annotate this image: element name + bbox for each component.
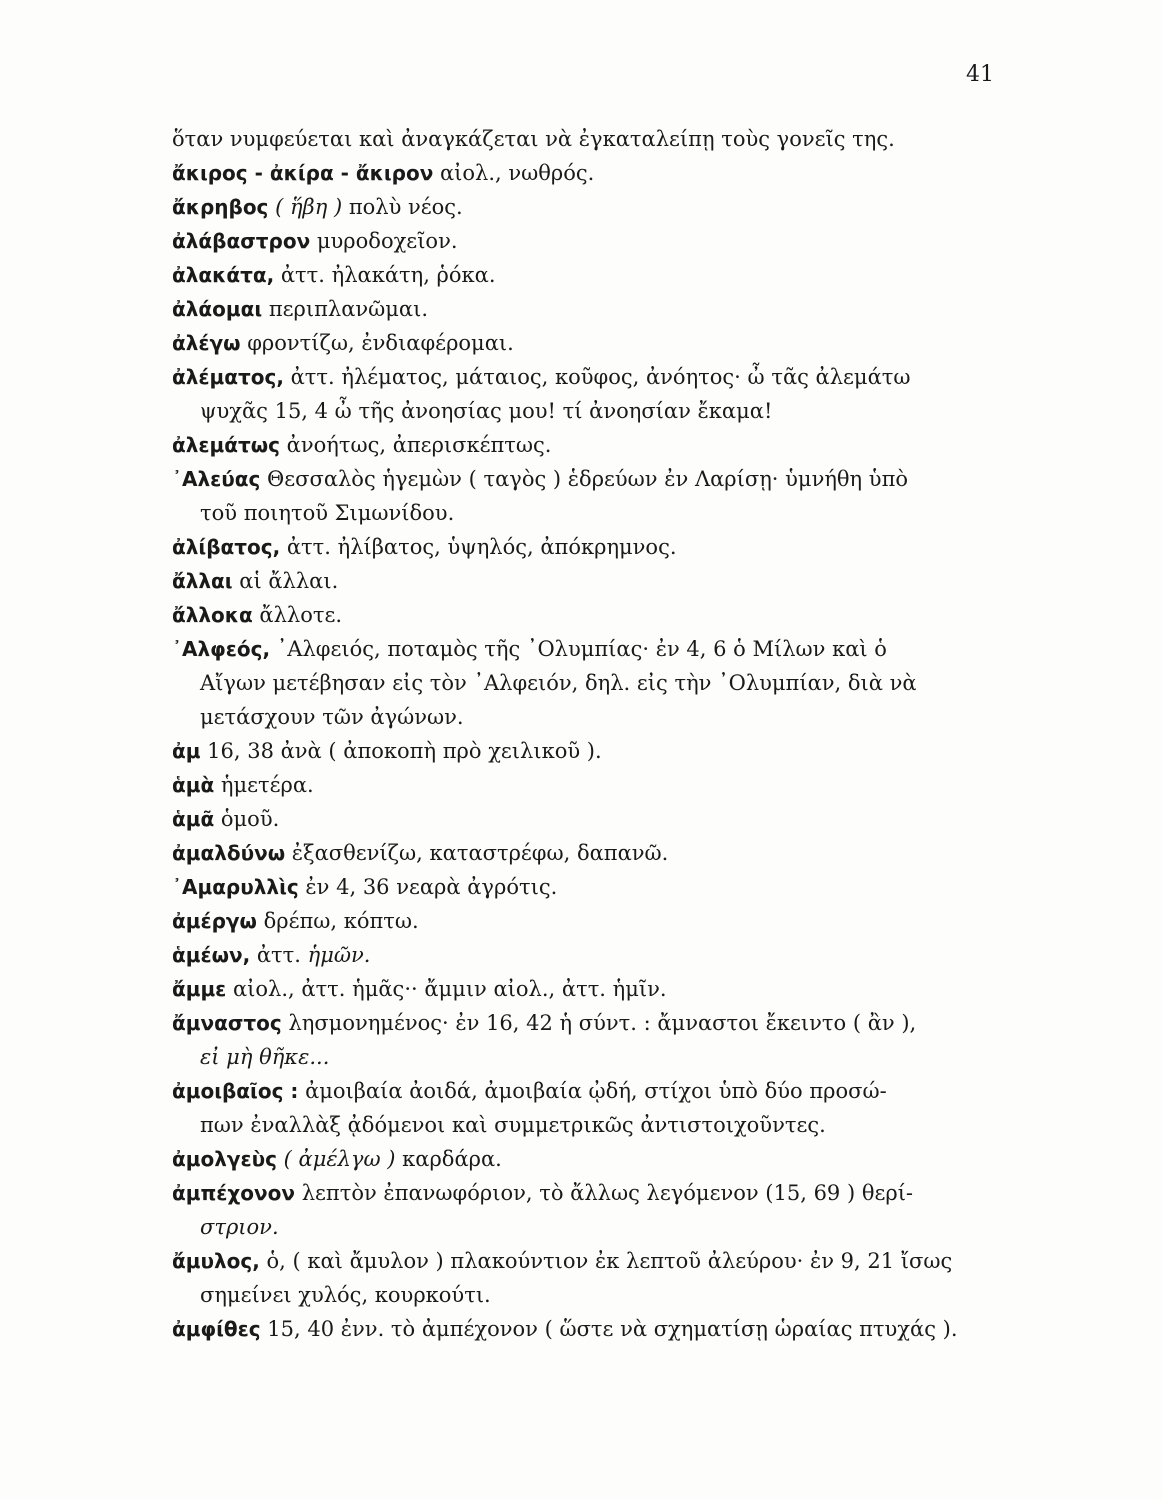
- definition-text: πων ἐναλλὰξ ᾀδόμενοι καὶ συμμετρικῶς ἀντιστοιχοῦντες.: [200, 1113, 826, 1137]
- entry-line: [172, 190, 1012, 224]
- glossary-entry: [172, 598, 1012, 632]
- glossary-entry: [172, 1006, 1012, 1074]
- glossary-entry: [172, 462, 1012, 530]
- entry-line: [172, 564, 1012, 598]
- glossary-entry: [172, 768, 1012, 802]
- glossary-entry: [172, 190, 1012, 224]
- headword: ἀμολγεὺς: [172, 1147, 277, 1171]
- headword: ἄκιρος - ἀκίρα - ἄκιρον: [172, 161, 434, 185]
- headword: ἀλίβατος,: [172, 535, 281, 559]
- glossary-entry: [172, 122, 1012, 156]
- entry-line: [172, 1244, 1012, 1278]
- glossary-entry: [172, 292, 1012, 326]
- entry-line: [172, 734, 1012, 768]
- definition-text: ὅταν νυμφεύεται καὶ ἀναγκάζεται νὰ ἐγκαταλείπῃ τοὺς γονεῖς της.: [172, 127, 895, 151]
- definition-text: λησμονημένος· ἐν 16, 42 ἡ σύντ. : ἄμναστοι ἔκειντο ( ἂν ),: [281, 1011, 917, 1035]
- definition-text: ψυχᾶς 15, 4 ὦ τῆς ἀνοησίας μου! τί ἀνοησίαν ἔκαμα!: [200, 399, 773, 423]
- italic-text: εἰ μὴ θῆκε...: [200, 1045, 330, 1069]
- definition-text: φροντίζω, ἐνδιαφέρομαι.: [240, 331, 514, 355]
- definition-text: δρέπω, κόπτω.: [256, 909, 419, 933]
- definition-text: ἀττ. ἠλίβατος, ὑψηλός, ἀπόκρημνος.: [280, 535, 677, 559]
- glossary-entry: [172, 734, 1012, 768]
- entry-line: [172, 598, 1012, 632]
- headword: ἄλλαι: [172, 569, 233, 593]
- definition-text: καρδάρα.: [395, 1147, 502, 1171]
- entry-line: [172, 972, 1012, 1006]
- page-number: 41: [966, 62, 994, 87]
- headword: ἀμ: [172, 739, 201, 763]
- definition-text: ἀνοήτως, ἀπερισκέπτως.: [280, 433, 552, 457]
- entry-continuation-line: [172, 496, 1012, 530]
- definition-text: ἀττ. ἠλέματος, μάταιος, κοῦφος, ἀνόητος· ὦ τᾶς ἀλεμάτω: [283, 365, 911, 389]
- headword: ἀμοιβαῖος :: [172, 1079, 299, 1103]
- entry-line: [172, 632, 1012, 666]
- glossary-entry: [172, 564, 1012, 598]
- headword: ἄλλοκα: [172, 603, 253, 627]
- headword: ἀμφίθες: [172, 1317, 261, 1341]
- entry-line: [172, 530, 1012, 564]
- headword: ἀλάομαι: [172, 297, 263, 321]
- definition-text: αἱ ἄλλαι.: [232, 569, 339, 593]
- entry-line: [172, 1006, 1012, 1040]
- glossary-entry: [172, 1176, 1012, 1244]
- glossary-entry: [172, 870, 1012, 904]
- entry-continuation-line: [172, 1040, 1012, 1074]
- headword: ἀλάβαστρον: [172, 229, 311, 253]
- entry-continuation-line: [172, 1278, 1012, 1312]
- definition-text: πολὺ νέος.: [342, 195, 463, 219]
- entry-continuation-line: [172, 394, 1012, 428]
- entry-line: [172, 428, 1012, 462]
- entry-line: [172, 122, 1012, 156]
- entry-continuation-line: [172, 1210, 1012, 1244]
- entry-line: [172, 224, 1012, 258]
- headword: ἁμᾶ: [172, 807, 215, 831]
- definition-text: μυροδοχεῖον.: [310, 229, 458, 253]
- glossary-entry: [172, 156, 1012, 190]
- headword: ᾿Αμαρυλλὶς: [172, 875, 299, 899]
- headword: ἄκρηβος: [172, 195, 269, 219]
- italic-text: στριον.: [200, 1215, 279, 1239]
- headword: ἀμπέχονον: [172, 1181, 296, 1205]
- italic-text: ἡμῶν.: [307, 943, 371, 967]
- entry-line: [172, 802, 1012, 836]
- definition-text: ἐν 4, 36 νεαρὰ ἀγρότις.: [298, 875, 558, 899]
- entry-line: [172, 768, 1012, 802]
- headword: ἀλακάτα,: [172, 263, 275, 287]
- definition-text: λεπτὸν ἐπανωφόριον, τὸ ἄλλως λεγόμενον (15, 69 ) θερί-: [295, 1181, 914, 1205]
- definition-text: ἀττ. ἠλακάτη, ῥόκα.: [274, 263, 496, 287]
- definition-text: τοῦ ποιητοῦ Σιμωνίδου.: [200, 501, 455, 525]
- definition-text: ἐξασθενίζω, καταστρέφω, δαπανῶ.: [285, 841, 669, 865]
- glossary-entry: [172, 1142, 1012, 1176]
- glossary-entry: [172, 632, 1012, 734]
- headword: ἀλεμάτως: [172, 433, 280, 457]
- entry-line: [172, 836, 1012, 870]
- glossary-entry: [172, 1074, 1012, 1142]
- definition-text: αἰολ., νωθρός.: [433, 161, 595, 185]
- glossary-entry: [172, 360, 1012, 428]
- definition-text: Θεσσαλὸς ἡγεμὼν ( ταγὸς ) ἑδρεύων ἐν Λαρίσῃ· ὑμνήθη ὑπὸ: [260, 467, 909, 491]
- entry-continuation-line: [172, 1108, 1012, 1142]
- entry-line: [172, 904, 1012, 938]
- definition-text: ἀττ.: [250, 943, 308, 967]
- definition-text: ὁ, ( καὶ ἄμυλον ) πλακούντιον ἐκ λεπτοῦ ἀλεύρου· ἐν 9, 21 ἴσως: [259, 1249, 953, 1273]
- definition-text: 16, 38 ἀνὰ ( ἀποκοπὴ πρὸ χειλικοῦ ).: [200, 739, 602, 763]
- glossary-entry: [172, 530, 1012, 564]
- glossary-entry: [172, 836, 1012, 870]
- headword: ἀμέργω: [172, 909, 257, 933]
- definition-text: μετάσχουν τῶν ἀγώνων.: [200, 705, 464, 729]
- definition-text: 15, 40 ἐνν. τὸ ἀμπέχονον ( ὥστε νὰ σχηματίσῃ ὡραίας πτυχάς ).: [260, 1317, 958, 1341]
- entry-line: [172, 1312, 1012, 1346]
- definition-text: Αἴγων μετέβησαν εἰς τὸν ᾿Αλφειόν, δηλ. εἰς τὴν ᾿Ολυμπίαν, διὰ νὰ: [200, 671, 917, 695]
- definition-text: ᾿Αλφειός, ποταμὸς τῆς ᾿Ολυμπίας· ἐν 4, 6 ὁ Μίλων καὶ ὁ: [270, 637, 887, 661]
- glossary-entry: [172, 224, 1012, 258]
- glossary-entries: [172, 122, 1012, 1346]
- entry-line: [172, 938, 1012, 972]
- entry-line: [172, 1142, 1012, 1176]
- definition-text: ἀμοιβαία ἀοιδά, ἀμοιβαία ᾠδή, στίχοι ὑπὸ δύο προσώ-: [298, 1079, 887, 1103]
- headword: ἁμέων,: [172, 943, 251, 967]
- headword: ᾿Αλεύας: [172, 467, 261, 491]
- glossary-entry: [172, 326, 1012, 360]
- glossary-entry: [172, 1312, 1012, 1346]
- definition-text: αἰολ., ἀττ. ἡμᾶς·· ἄμμιν αἰολ., ἀττ. ἡμῖν.: [226, 977, 667, 1001]
- glossary-entry: [172, 904, 1012, 938]
- italic-text: ( ἥβη ): [268, 195, 343, 219]
- headword: ἀμαλδύνω: [172, 841, 286, 865]
- definition-text: σημείνει χυλός, κουρκούτι.: [200, 1283, 491, 1307]
- headword: ᾿Αλφεός,: [172, 637, 271, 661]
- entry-line: [172, 1074, 1012, 1108]
- entry-line: [172, 360, 1012, 394]
- definition-text: περιπλανῶμαι.: [262, 297, 428, 321]
- headword: ἄμυλος,: [172, 1249, 260, 1273]
- entry-line: [172, 326, 1012, 360]
- entry-line: [172, 462, 1012, 496]
- glossary-entry: [172, 258, 1012, 292]
- entry-continuation-line: [172, 666, 1012, 700]
- entry-line: [172, 156, 1012, 190]
- glossary-entry: [172, 802, 1012, 836]
- headword: ἀλέματος,: [172, 365, 284, 389]
- headword: ἄμμε: [172, 977, 227, 1001]
- entry-continuation-line: [172, 700, 1012, 734]
- headword: ἁμὰ: [172, 773, 215, 797]
- definition-text: ὁμοῦ.: [214, 807, 280, 831]
- glossary-entry: [172, 972, 1012, 1006]
- entry-line: [172, 258, 1012, 292]
- entry-line: [172, 292, 1012, 326]
- glossary-entry: [172, 1244, 1012, 1312]
- headword: ἀλέγω: [172, 331, 241, 355]
- entry-line: [172, 870, 1012, 904]
- glossary-entry: [172, 428, 1012, 462]
- definition-text: ἄλλοτε.: [252, 603, 343, 627]
- entry-line: [172, 1176, 1012, 1210]
- definition-text: ἡμετέρα.: [214, 773, 314, 797]
- headword: ἄμναστος: [172, 1011, 282, 1035]
- italic-text: ( ἀμέλγω ): [276, 1147, 396, 1171]
- glossary-entry: [172, 938, 1012, 972]
